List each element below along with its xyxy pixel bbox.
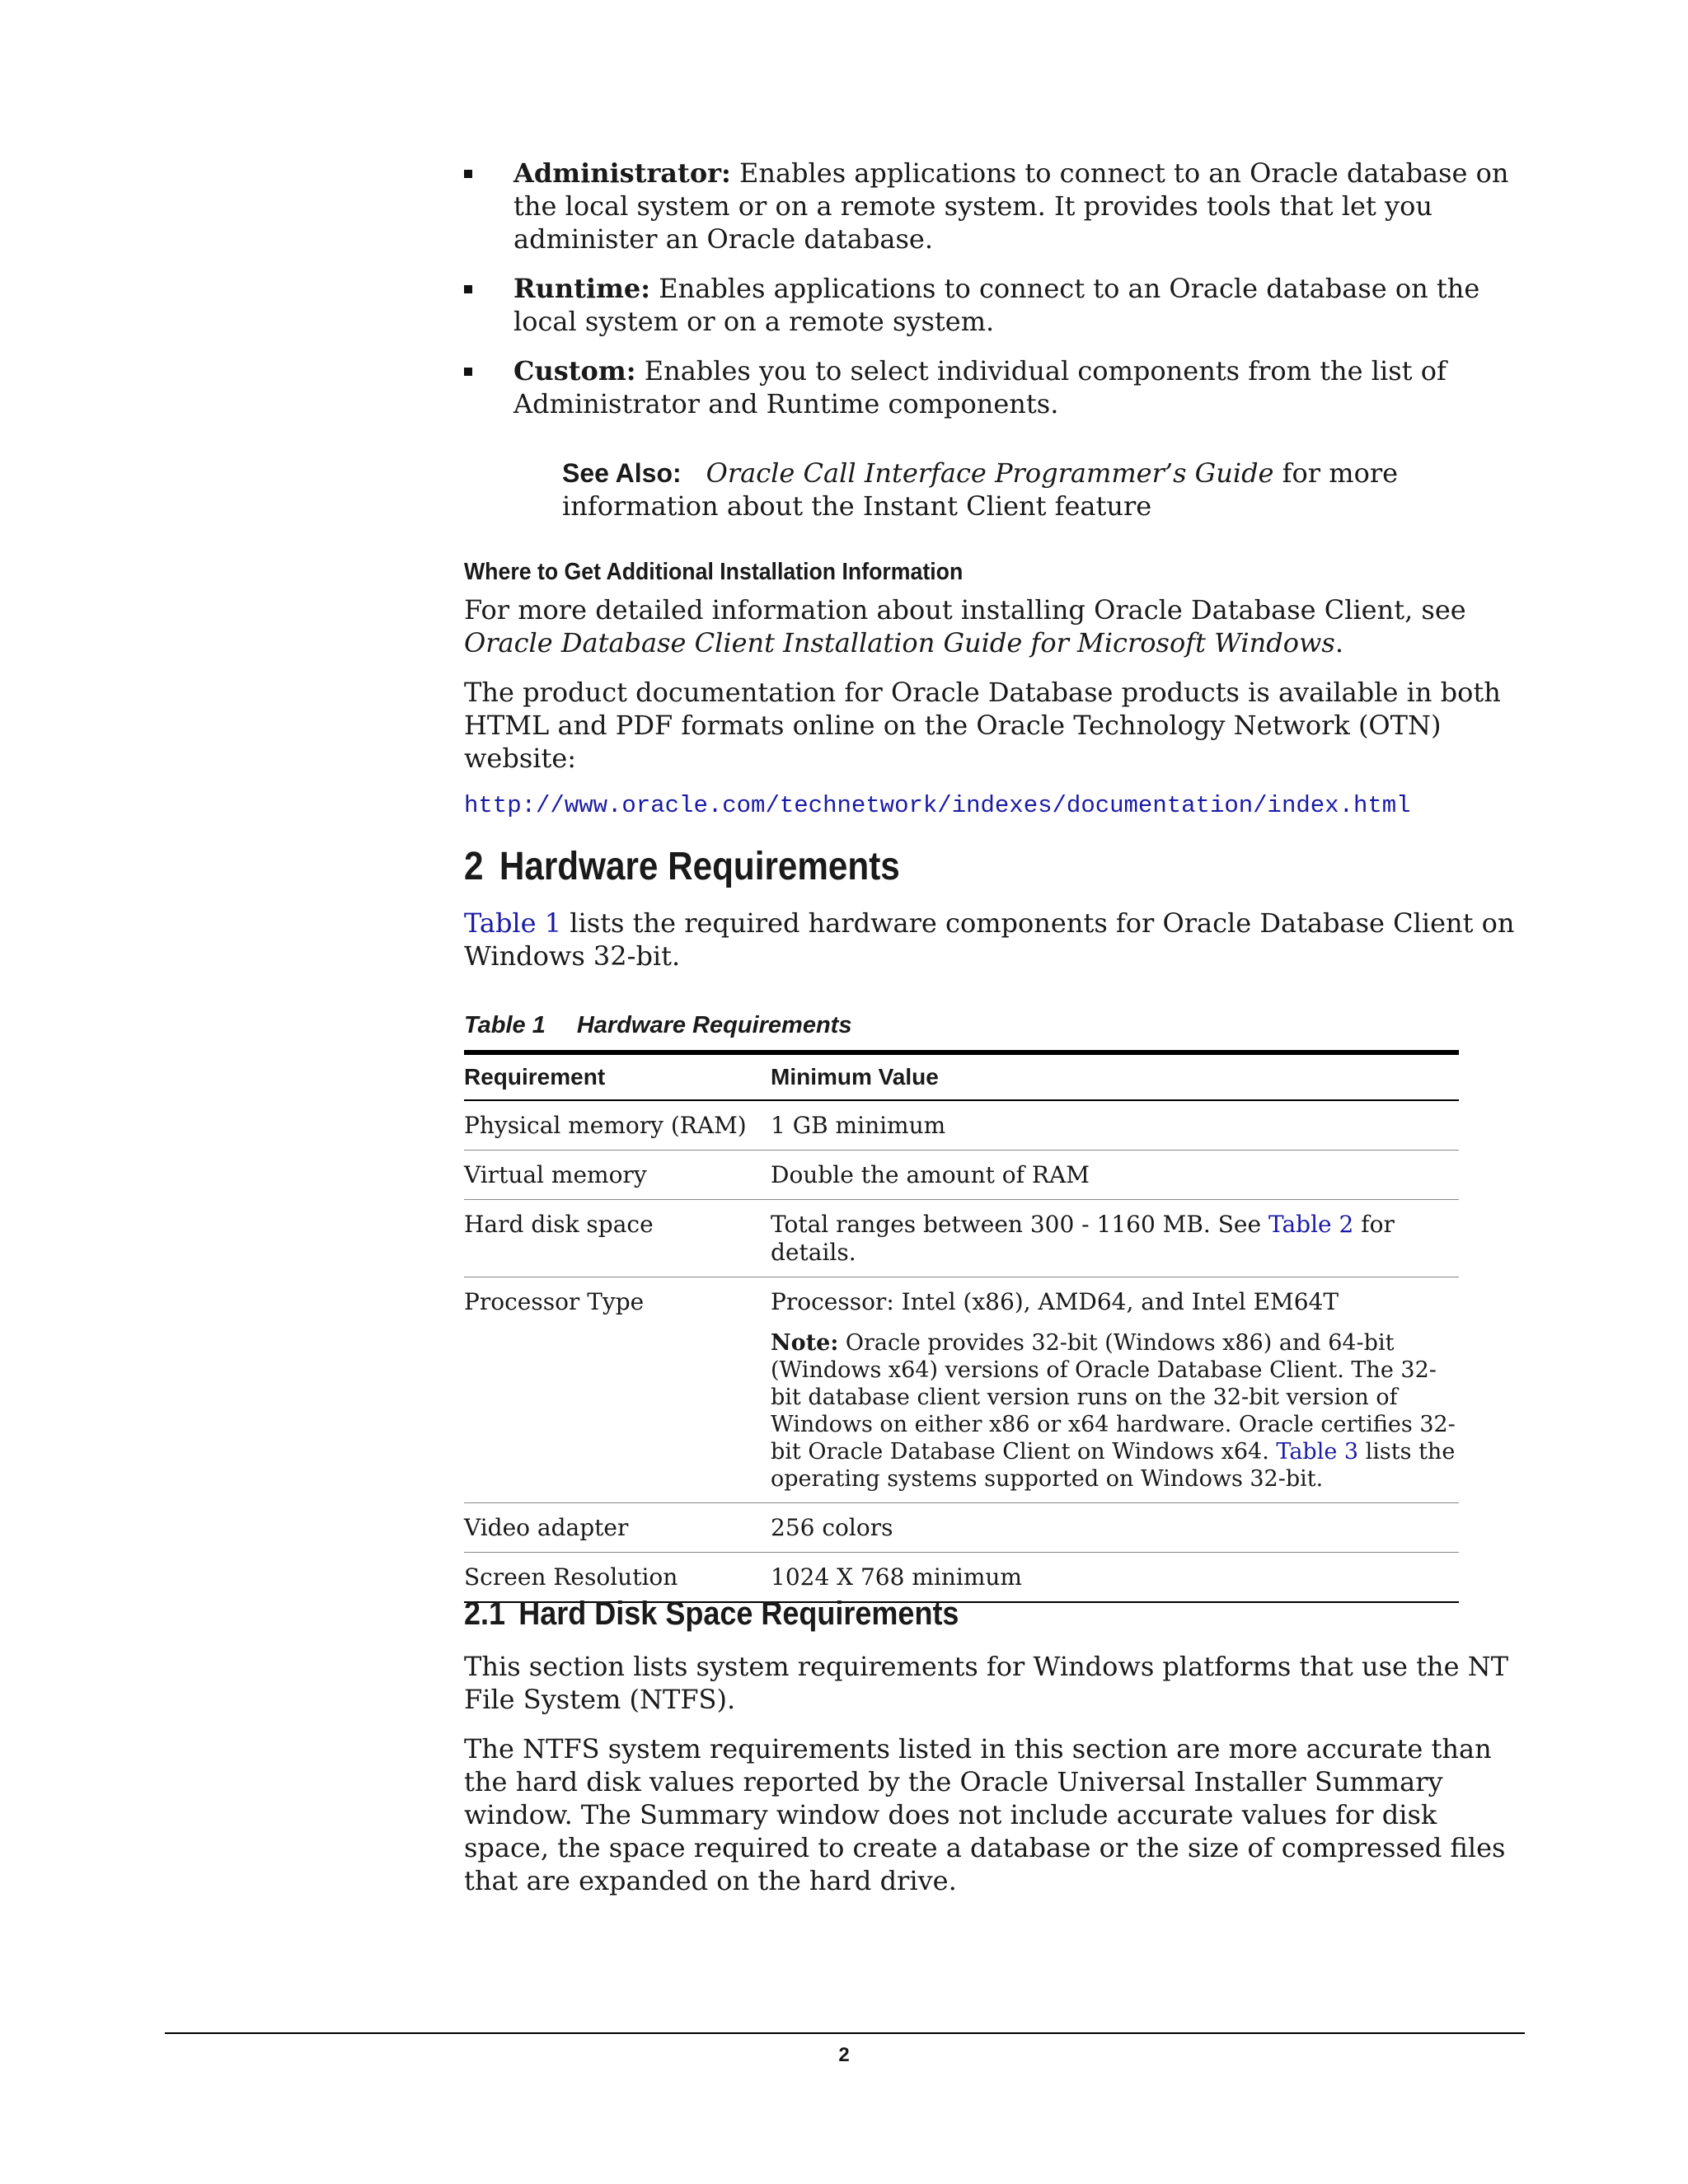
processor-note <box>771 1329 1459 1493</box>
column-header: Requirement <box>464 1052 771 1100</box>
table-row <box>464 1277 1459 1503</box>
requirement-cell: Processor Type <box>464 1277 771 1503</box>
para-text: For more detailed information about installing Oracle Database Client, see <box>464 594 1466 626</box>
guide-title: Oracle Database Client Installation Guide for Microsoft Windows <box>464 627 1335 658</box>
bullet-runtime <box>464 272 1527 338</box>
section-number: 2 <box>464 845 484 888</box>
table-2-link[interactable]: Table 2 <box>1268 1211 1354 1238</box>
footer-divider <box>165 2032 1525 2034</box>
section-number: 2.1 <box>464 1596 506 1632</box>
value-cell: 1 GB minimum <box>771 1100 1459 1151</box>
otn-url-link[interactable]: http://www.oracle.com/technetwork/indexes/documentation/index.html <box>464 792 1411 819</box>
requirement-cell: Screen Resolution <box>464 1553 771 1603</box>
component-bullet-list <box>464 157 1527 437</box>
see-also-note <box>562 457 1469 523</box>
table-row <box>464 1100 1459 1151</box>
ntfs-para2: The NTFS system requirements listed in this section are more accurate than the hard disk values reported by the Oracle Universal Installer Summary window. The Summary window does not include accurate values for disk space, the space required to create a database or the size of compressed files that are expanded on the hard drive. <box>464 1733 1506 1896</box>
bullet-term: Custom: <box>513 355 636 387</box>
bullet-term: Administrator: <box>513 157 731 189</box>
note-text: lists the operating systems supported on Windows 32-bit. <box>771 1439 1456 1492</box>
bullet-square-icon <box>464 170 472 178</box>
section-2-1-heading <box>464 1596 959 1633</box>
see-also-label: See Also: <box>562 458 682 488</box>
table-1-caption <box>464 1012 851 1039</box>
additional-info-heading: Where to Get Additional Installation Information <box>464 559 964 585</box>
section-title: Hard Disk Space Requirements <box>518 1596 959 1632</box>
bullet-text: Enables applications to connect to an Oracle database on the local system or on a remote system. It provides tools that let you administer an Oracle database. <box>513 157 1509 255</box>
table-row <box>464 1200 1459 1277</box>
table-header-row <box>464 1052 1459 1100</box>
section-2-1-body <box>464 1650 1527 1897</box>
table-1-link[interactable]: Table 1 <box>464 907 562 939</box>
table-row <box>464 1503 1459 1553</box>
section-2-heading <box>464 844 900 889</box>
table-row <box>464 1553 1459 1603</box>
see-also-text: for more information about the Instant Client feature <box>562 457 1399 522</box>
page-number: 2 <box>838 2044 850 2066</box>
requirement-cell: Physical memory (RAM) <box>464 1100 771 1151</box>
bullet-square-icon <box>464 285 472 293</box>
processor-value: Processor: Intel (x86), AMD64, and Intel EM64T <box>771 1288 1339 1315</box>
para-end: . <box>1334 627 1343 658</box>
bullet-text: Enables applications to connect to an Oracle database on the local system or on a remote system. <box>513 273 1480 337</box>
bullet-term: Runtime: <box>513 273 651 304</box>
section-2-intro <box>464 907 1527 972</box>
additional-info-para1 <box>464 593 1527 659</box>
column-header: Minimum Value <box>771 1052 1459 1100</box>
value-cell: 1024 X 768 minimum <box>771 1553 1459 1603</box>
bullet-text: Enables you to select individual components from the list of Administrator and Runtime components. <box>513 355 1447 419</box>
additional-info-para2: The product documentation for Oracle Database products is available in both HTML and PDF formats online on the Oracle Technology Network (OTN) website: <box>464 677 1501 774</box>
requirement-cell: Video adapter <box>464 1503 771 1553</box>
bullet-custom <box>464 354 1527 420</box>
table-row <box>464 1151 1459 1200</box>
additional-info-body <box>464 593 1527 823</box>
value-cell: Double the amount of RAM <box>771 1151 1459 1200</box>
see-also-title: Oracle Call Interface Programmer’s Guide <box>706 457 1274 489</box>
value-cell <box>771 1200 1459 1277</box>
value-cell: 256 colors <box>771 1503 1459 1553</box>
value-text: Total ranges between 300 - 1160 MB. See <box>771 1211 1268 1238</box>
intro-text: lists the required hardware components for Oracle Database Client on Windows 32-bit. <box>464 907 1515 972</box>
requirement-cell: Virtual memory <box>464 1151 771 1200</box>
requirement-cell: Hard disk space <box>464 1200 771 1277</box>
hardware-requirements-table <box>464 1050 1459 1603</box>
bullet-square-icon <box>464 368 472 376</box>
bullet-administrator <box>464 157 1527 255</box>
table-3-link[interactable]: Table 3 <box>1276 1439 1359 1465</box>
value-cell <box>771 1277 1459 1503</box>
ntfs-para1: This section lists system requirements for Windows platforms that use the NT File System (NTFS). <box>464 1651 1509 1715</box>
note-label: Note: <box>771 1330 839 1356</box>
table-label: Table 1 <box>464 1012 546 1038</box>
section-title: Hardware Requirements <box>499 845 900 888</box>
table-title: Hardware Requirements <box>576 1012 852 1038</box>
note-text: Oracle provides 32-bit (Windows x86) and 64-bit (Windows x64) versions of Oracle Database Client. The 32-bit database client version runs on the 32-bit version of Windows on either x86 or x64 hardware. Oracle certifies 32-bit Oracle Database Client on Windows x64. <box>771 1330 1456 1465</box>
value-text: for details. <box>771 1211 1395 1266</box>
